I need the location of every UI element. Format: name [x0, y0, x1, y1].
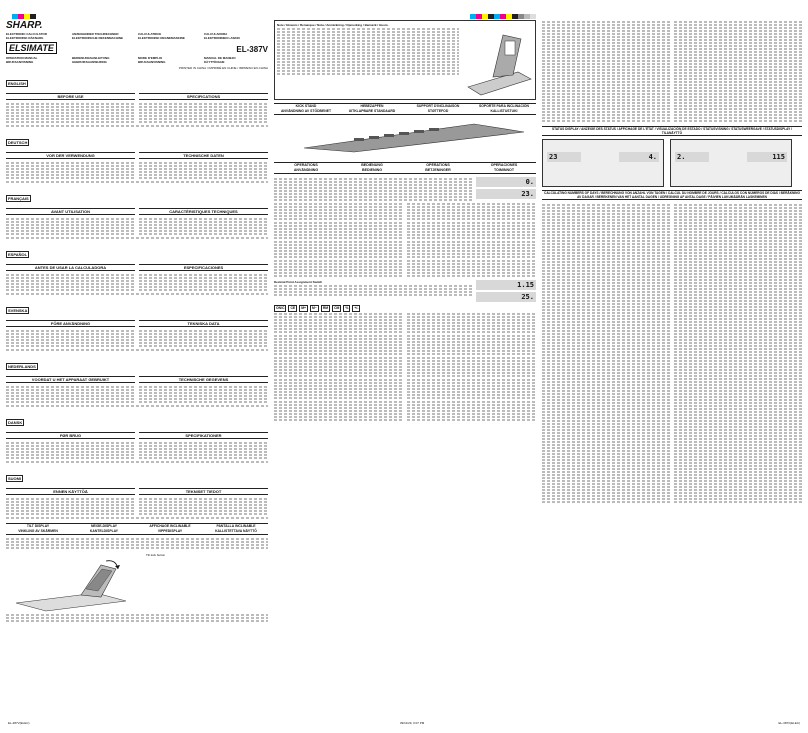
before-use-block: [6, 373, 135, 404]
operations-title: BEDIENING: [362, 168, 382, 172]
language-section-6: [6, 411, 268, 463]
specifications-title: SPECIFIKATIONER: [139, 432, 268, 439]
key-label-row: [274, 305, 536, 312]
language-title: ELEKTRONISK REGNEMASKINE: [138, 36, 185, 40]
language-label: ENGLISH: [8, 81, 26, 86]
step-text-left: [274, 240, 403, 259]
key-label: ON/C: [276, 306, 285, 310]
language-label: DEUTSCH: [8, 140, 28, 145]
before-use-block: [6, 485, 135, 516]
specifications-title: SPECIFICATIONS: [139, 93, 268, 100]
specifications-block: [139, 485, 268, 516]
calculator-stand-illustration: [463, 27, 533, 97]
language-titles: [6, 32, 268, 40]
middle-body-text: [274, 202, 536, 278]
kick-stand-header: [274, 103, 536, 115]
language-title: ANZEIGENDER TISCHRECHNER: [72, 32, 119, 36]
language-section-4: [6, 299, 268, 351]
status-display-header: STATUS DISPLAY / ANZEIGE DES STATUS / AFFICHAGE DE L'ÉTAT / VISUALIZACIÓN DE ESTADO / STATUSVISNING / STATUSWEERGAVE / STATUSDISPLAY / TILANÄYTTÖ: [542, 126, 802, 136]
specifications-title: TECHNISCHE GEGEVENS: [139, 376, 268, 383]
specifications-block: [139, 317, 268, 348]
middle-column: [274, 20, 536, 422]
status-lcd-b: 4.: [619, 152, 659, 162]
language-label: ESPAÑOL: [8, 252, 28, 257]
stand-title: HEBEZAPFEN: [360, 104, 384, 108]
key-label: M+: [301, 306, 307, 310]
status-lcd-a: 23: [547, 152, 581, 162]
body-text-right: [407, 312, 536, 334]
step-text-right: [407, 240, 536, 259]
body-row: [274, 312, 536, 334]
page-number-left: EL-387V(ELEC): [8, 721, 30, 725]
operations-text: [274, 177, 472, 202]
status-lcd-d: 115: [747, 152, 787, 162]
status-lcd-c: 2.: [675, 152, 709, 162]
step-text-left: [274, 259, 403, 278]
decimal-switch-title: Decimal Point Assignment Switch: [274, 280, 323, 284]
before-use-title: VOR DER VERWENDUNG: [6, 152, 135, 159]
manual-title: BEDIENUNGSANLEITUNG: [72, 56, 110, 60]
key-label: %: [345, 306, 349, 310]
language-label: SVENSKA: [8, 308, 28, 313]
body-text-left: [274, 378, 403, 400]
body-text-right: [407, 400, 536, 422]
notes-title: Note / Hinweis / Remarque / Nota / Anmärkning / Opmerking / Bemærk / Huom.: [277, 23, 389, 27]
manual-title: BRUGSANVISNING: [138, 60, 166, 64]
language-title: CALCULADORA: [204, 32, 228, 36]
before-use-title: BEFORE USE: [6, 93, 135, 100]
operations-title: ANVÄNDNING: [293, 168, 319, 172]
body-text-left: [274, 312, 403, 334]
tilt-title: KALLISTETTAVA NÄYTTÖ: [215, 529, 257, 533]
body-text-right: [407, 334, 536, 356]
stand-title: SOPORTE PARA INCLINACIÓN: [479, 104, 529, 108]
step-text-right: [407, 221, 536, 240]
right-top-left: [542, 20, 670, 123]
manual-title: BRUKSANVISNING: [6, 60, 34, 64]
status-lcd-panel-1: [542, 139, 664, 187]
status-lcd-panel-2: [670, 139, 792, 187]
stand-title: KICK STAND: [295, 104, 317, 108]
stand-title: STØTTEFOD: [427, 109, 449, 113]
body-row: [274, 378, 536, 400]
language-label: SUOMI: [8, 476, 22, 481]
operations-title: OPÉRATIONS: [426, 163, 450, 167]
specifications-title: TEKNISET TIEDOT: [139, 488, 268, 495]
brand-logo: SHARP.: [6, 20, 43, 31]
before-use-title: VOORDAT U HET APPARAAT GEBRUIKT: [6, 376, 135, 383]
manual-title: OPERATION MANUAL: [6, 56, 38, 60]
body-text-right: [407, 378, 536, 400]
before-use-title: FÖRE ANVÄNDNING: [6, 320, 135, 327]
tilt-display-illustration: [6, 553, 136, 613]
language-label: DANSK: [8, 420, 23, 425]
language-sections: [6, 72, 268, 519]
tilt-title: NEIGE-DISPLAY: [90, 524, 118, 528]
right-body-row: [542, 203, 802, 504]
step-text-right: [407, 259, 536, 278]
step-text-right: [407, 202, 536, 221]
lcd-example-3: 1.15: [476, 280, 536, 290]
operations-lcd-examples: [476, 177, 536, 202]
specifications-block: [139, 149, 268, 180]
language-title: CALCULATRICE: [138, 32, 162, 36]
operations-step-row: [274, 221, 536, 240]
operations-step-row: [274, 240, 536, 259]
language-label: FRANÇAIS: [8, 196, 29, 201]
decimal-switch-text: [274, 280, 472, 302]
middle-body-text-2: [274, 312, 536, 422]
color-registration-bar-left: [12, 6, 36, 11]
before-use-title: FØR BRUG: [6, 432, 135, 439]
step-text-left: [274, 202, 403, 221]
right-top-row: [542, 20, 802, 123]
body-text-left: [274, 400, 403, 422]
body-text-left: [274, 356, 403, 378]
before-use-block: [6, 149, 135, 180]
before-use-title: ENNEN KÄYTTÖÄ: [6, 488, 135, 495]
right-body-right: [674, 203, 802, 504]
operations-header: [274, 162, 536, 174]
tilt-lock-note: Tilt lock button: [146, 553, 166, 557]
language-title: ELECTRONIC CALCULATOR: [6, 32, 47, 36]
lcd-example-2: 23.: [476, 189, 536, 199]
specifications-block: [139, 429, 268, 460]
tilt-title: VINKLING AV SKÄRMEN: [18, 529, 58, 533]
specifications-block: [139, 373, 268, 404]
language-section-7: [6, 467, 268, 519]
tilt-title: AFFICHAGE INCLINABLE: [149, 524, 191, 528]
color-registration-bar: [470, 6, 536, 11]
color-swatch: [30, 14, 36, 19]
body-text-right: [407, 356, 536, 378]
before-use-title: ANTES DE USAR LA CALCULADORA: [6, 264, 135, 271]
language-section-0: [6, 72, 268, 127]
before-use-title: AVANT UTILISATION: [6, 208, 135, 215]
manual-title: MANUAL DE MANEJO: [204, 56, 236, 60]
product-brand: ELSIMATE: [6, 42, 57, 54]
body-row: [274, 400, 536, 422]
specifications-title: ESPECIFICACIONES: [139, 264, 268, 271]
stand-title: UITKLAPBARE STANDAARD: [348, 109, 396, 113]
step-text-left: [274, 221, 403, 240]
lcd-example-4: 25.: [476, 292, 536, 302]
specifications-title: TECHNISCHE DATEN: [139, 152, 268, 159]
operations-title: TOIMINNOT: [493, 168, 515, 172]
right-top-text: [542, 20, 802, 123]
tilt-title: KANTELDISPLAY: [89, 529, 119, 533]
operations-title: BEDIENUNG: [361, 163, 383, 167]
key-label: CE: [290, 306, 296, 310]
operations-title: OPERACIONES: [490, 163, 518, 167]
operations-step-row: [274, 259, 536, 278]
specifications-block: [139, 90, 268, 124]
specifications-block: [139, 205, 268, 236]
manual-titles: [6, 56, 268, 64]
stand-title: ANVÄNDNING AV STÖDBENET: [280, 109, 332, 113]
lcd-example-1: 0.: [476, 177, 536, 187]
language-section-2: [6, 187, 268, 239]
operations-title: BETJENINGER: [425, 168, 451, 172]
page-number-middle: 09/11/29, 0:07 PM: [400, 721, 425, 725]
tilt-display-header: [6, 523, 268, 535]
key-label: RM: [322, 306, 329, 310]
right-column: [542, 20, 802, 504]
tilt-title: TILT DISPLAY: [26, 524, 50, 528]
before-use-block: [6, 90, 135, 124]
language-section-3: [6, 243, 268, 295]
stand-title: KALLISTUSTUKI: [490, 109, 518, 113]
manual-title: KÄYTTÖOHJE: [204, 60, 225, 64]
specifications-title: CARACTÉRISTIQUES TECHNIQUES: [139, 208, 268, 215]
body-row: [274, 334, 536, 356]
before-use-block: [6, 317, 135, 348]
tilt-title: VIPPEDISPLAY: [157, 529, 183, 533]
operations-title: OPERATIONS: [294, 163, 318, 167]
right-body-left: [542, 203, 670, 504]
before-use-block: [6, 205, 135, 236]
before-use-block: [6, 429, 135, 460]
days-calculation-header: CALCULATING NUMBERS OF DAYS / BERECHNUNG VON ANZAHL VON TAGEN / CALCUL DU NOMBRE DE JOURS / CÁLCULOS CON NÚMEROS DE DÍAS / BERÄKNING AV DAGAR / BEREKENEN VAN HET AANTAL DAGEN / UDREGNING AF ANTAL DAGE / PÄIVIEN LUKUMÄÄRÄN LASKEMINEN: [542, 190, 802, 200]
specifications-block: [139, 261, 268, 292]
body-row: [274, 356, 536, 378]
language-section-5: [6, 355, 268, 407]
keyboard-illustration: [274, 118, 536, 154]
color-swatch: [530, 14, 536, 19]
tilt-title: PANTALLA INCLINABLE: [216, 524, 256, 528]
notes-box: [274, 20, 536, 100]
manual-title: GEBRUIKSAANWIJZING: [72, 60, 107, 64]
operations-step-row: [274, 202, 536, 221]
language-section-1: [6, 131, 268, 183]
body-text-left: [274, 334, 403, 356]
stand-title: SUPPORT D'INCLINAISON: [416, 104, 460, 108]
manual-title: MODE D'EMPLOI: [138, 56, 163, 60]
left-column: [6, 20, 268, 623]
language-label: NEDERLANDS: [8, 364, 36, 369]
language-title: ELEKTRONINEN LASKIN: [204, 36, 240, 40]
before-use-block: [6, 261, 135, 292]
language-title: ELEKTRONISCHE REKENMACHINE: [72, 36, 124, 40]
key-label: CM: [334, 306, 340, 310]
model-number: EL-387V: [236, 45, 268, 54]
key-label: M−: [312, 306, 317, 310]
key-label: +/-: [354, 306, 359, 310]
right-top-right: [674, 20, 802, 123]
printed-in: PRINTED IN CHINA / IMPRIMÉ EN CHINE / IMPRESO EN CHINA: [178, 66, 268, 70]
specifications-title: TEKNISKA DATA: [139, 320, 268, 327]
language-title: ELEKTRONISK RÄKNARE: [6, 36, 44, 40]
page-number-right: EL-387V(ELEC): [778, 721, 800, 725]
right-body-text: [542, 203, 802, 504]
